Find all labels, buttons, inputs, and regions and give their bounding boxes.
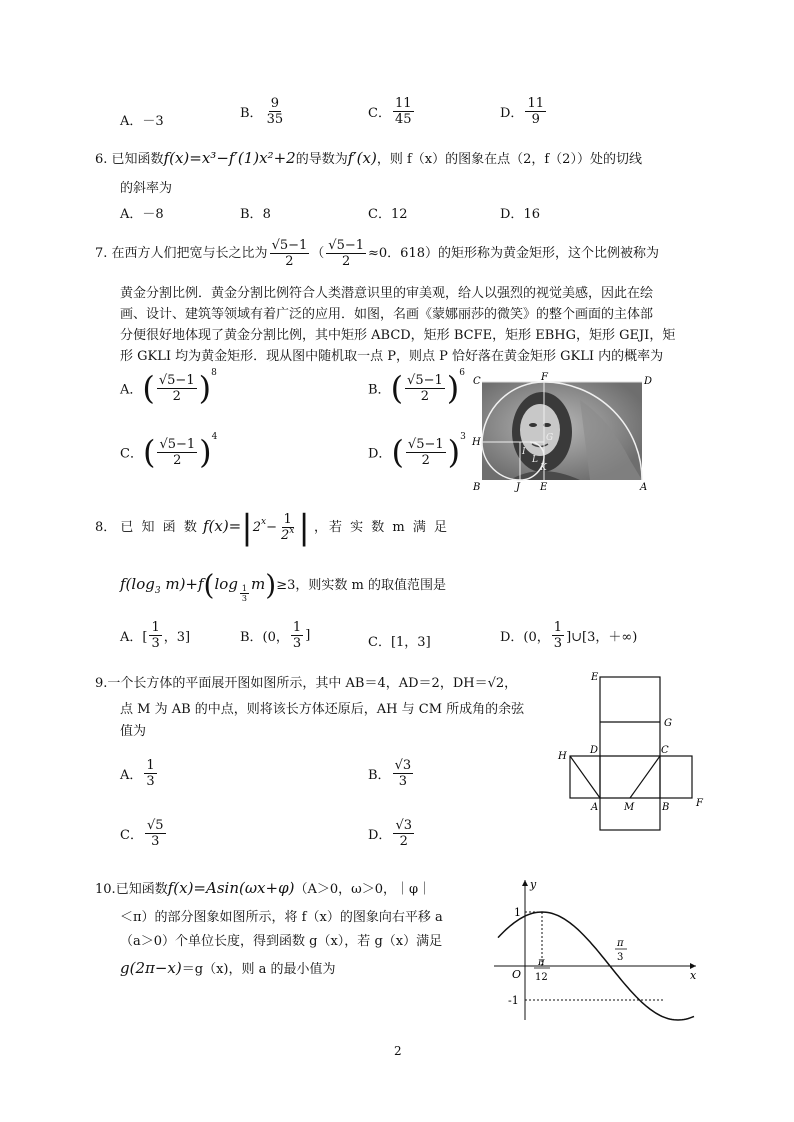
fig9-label-h: H: [558, 751, 567, 762]
fig7-label-b: B: [473, 482, 481, 492]
fig9-label-c: C: [661, 745, 669, 756]
fig7-label-c: C: [473, 376, 481, 387]
sine-graph-figure: [490, 874, 705, 1022]
fig7-label-j: J: [516, 482, 521, 492]
q8-stem-line2: $f(\log_3$ m)+f(log $\frac{1}{3}$ m)≥3，则实数 m 的取值范围是: [120, 568, 446, 603]
painting-eye-left: [529, 423, 537, 427]
fig7-label-l: L: [532, 455, 538, 465]
fig7-label-a: A: [640, 482, 648, 492]
graph-x-label: x: [690, 969, 697, 982]
q9-option-b: B． $\frac{√3}{3}$: [368, 758, 412, 789]
q6-option-d: D．16: [500, 207, 540, 222]
q9-stem-line3: 值为: [120, 724, 147, 739]
q6-option-b: B．8: [240, 207, 271, 222]
q8-option-a: A．[ $\frac{1}{3}$ ，3]: [120, 620, 191, 651]
q7-option-d: D．( $\frac{√5-1}{2}$ )$^3$: [368, 432, 466, 471]
net-right-face: [660, 756, 692, 798]
painting-face: [520, 404, 560, 456]
fig7-label-d: D: [644, 376, 653, 387]
q9-stem-line1: 9.一个长方体的平面展开图如图所示，其中 AB＝4，AD＝2，DH＝√2，: [95, 676, 518, 691]
q9-option-a: A． $\frac{1}{3}$: [120, 758, 155, 789]
q7-option-a: A．( $\frac{√5-1}{2}$ )$^8$: [120, 368, 217, 407]
q10-stem-line1: 10.已知函数f(x)=Asin(ωx+φ)（A＞0，ω＞0，｜φ｜: [95, 879, 432, 897]
graph-ymin-label: -1: [508, 994, 519, 1007]
q9-option-c: C． $\frac{√5}{3}$: [120, 818, 164, 849]
q10-stem-line2: ＜π）的部分图象如图所示，将 f（x）的图象向右平移 a: [120, 910, 443, 925]
q5-option-c: C． $\frac{11}{45}$: [368, 96, 412, 127]
q6-option-c: C．12: [368, 207, 408, 222]
fig9-label-a: A: [591, 802, 599, 813]
fig9-label-f: F: [696, 798, 703, 809]
graph-origin-label: O: [512, 968, 522, 981]
y-axis-arrow: [522, 880, 528, 886]
q5-option-b: B． $\frac{9}{35}$: [240, 96, 284, 127]
q7-option-c: C．( $\frac{√5-1}{2}$ )$^4$: [120, 432, 218, 471]
net-segment-ah: [570, 756, 600, 798]
q10-stem-line4: g(2π−x)＝g（x)，则 a 的最小值为: [120, 959, 336, 977]
q5-option-d: D． $\frac{11}{9}$: [500, 96, 544, 127]
fig7-label-k: K: [540, 463, 547, 473]
q6-stem-line2: 的斜率为: [120, 181, 173, 196]
q8-option-d: D．(0， $\frac{1}{3}$ ]∪[3，＋∞): [500, 620, 638, 651]
fig7-label-i: I: [522, 447, 526, 457]
fig9-label-e: E: [591, 672, 599, 683]
net-segment-cm: [630, 756, 660, 798]
graph-ymax-label: 1: [514, 906, 521, 919]
fig7-label-f: F: [541, 372, 548, 383]
fig9-label-d: D: [590, 745, 599, 756]
q7-stem-line4: 分便很好地体现了黄金分割比例，其中矩形 ABCD，矩形 BCFE，矩形 EBHG，矩形 GEJI，矩: [120, 328, 676, 343]
q7-stem-line3: 画、设计、建筑等领域有着广泛的应用．如图，名画《蒙娜丽莎的微笑》的整个画面的主体部: [120, 307, 654, 322]
q6-stem-line1: 6. 已知函数f(x)=x³−f′(1)x²+2的导数为f′(x)，则 f（x）的图象在点（2，f（2））处的切线: [95, 149, 642, 167]
graph-tick1-num: π: [538, 957, 545, 968]
page-number: 2: [394, 1044, 402, 1058]
graph-tick2-num: π: [617, 938, 624, 949]
fig9-label-b: B: [662, 802, 670, 813]
mona-lisa-golden-rectangle-figure: [470, 370, 655, 492]
q9-stem-line2: 点 M 为 AB 的中点，则将该长方体还原后，AH 与 CM 所成角的余弦: [120, 702, 525, 717]
cuboid-net-figure: [550, 668, 710, 838]
q6-option-a: A．－8: [120, 207, 164, 222]
q7-stem-line2: 黄金分割比例．黄金分割比例符合人类潜意识里的审美观，给人以强烈的视觉美感，因此在绘: [120, 286, 654, 301]
graph-y-label: y: [530, 878, 537, 891]
q7-stem-line1: 7. 在西方人们把宽与长之比为 $\frac{√5-1}{2}$ （ $\frac{√5-1}{2}$ ≈0．618）的矩形称为黄金矩形，这个比例被称为: [95, 238, 659, 269]
fig9-label-g: G: [664, 718, 672, 729]
q8-stem-line1: 8． 已 知 函 数 $f(x)=|2^x-$ $\frac{1}{2^x}$ | ，若 实 数 m 满 足: [95, 507, 449, 548]
q8-option-b: B．(0， $\frac{1}{3}$ ]: [240, 620, 311, 651]
fig9-label-m: M: [624, 802, 635, 813]
q7-option-b: B．( $\frac{√5-1}{2}$ )$^6$: [368, 368, 465, 407]
q5-option-a: A．－3: [120, 114, 164, 129]
q8-option-c: C．[1，3]: [368, 635, 431, 650]
q7-stem-line5: 形 GKLI 均为黄金矩形．现从图中随机取一点 P，则点 P 恰好落在黄金矩形 GKLI 内的概率为: [120, 349, 664, 364]
graph-tick2-den: 3: [617, 952, 624, 963]
fig7-label-h: H: [472, 437, 481, 448]
fig7-label-e: E: [540, 482, 548, 492]
graph-tick1-den: 12: [535, 972, 548, 983]
q9-option-d: D． $\frac{√3}{2}$: [368, 818, 412, 849]
q10-stem-line3: （a＞0）个单位长度，得到函数 g（x），若 g（x）满足: [120, 934, 443, 949]
fig7-label-g: G: [546, 433, 554, 443]
